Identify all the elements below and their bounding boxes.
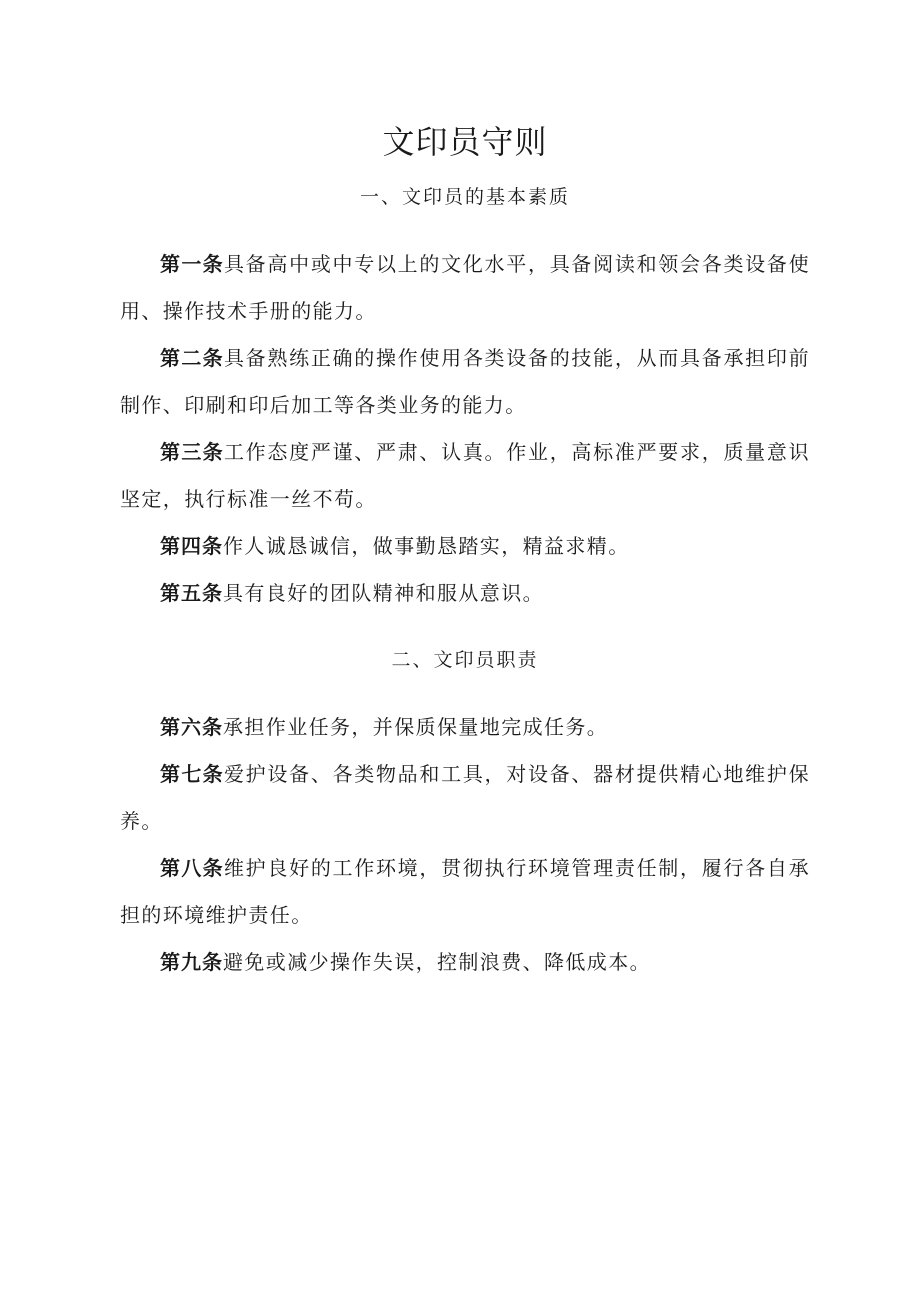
article-4 xyxy=(120,523,810,570)
article-number: 第九条 xyxy=(160,950,223,974)
article-text: 工作态度严谨、严肃、认真。作业，高标准严要求，质量意识坚定，执行标准一丝不苟。 xyxy=(120,440,810,511)
article-number: 第五条 xyxy=(160,581,223,605)
article-number: 第八条 xyxy=(160,856,224,880)
article-number: 第三条 xyxy=(160,440,224,464)
document-title: 文印员守则 xyxy=(382,123,548,161)
article-8 xyxy=(120,845,810,939)
article-text: 具备熟练正确的操作使用各类设备的技能，从而具备承担印前制作、印刷和印后加工等各类业务的能力。 xyxy=(120,346,810,417)
article-text: 作人诚恳诚信，做事勤恳踏实，精益求精。 xyxy=(223,534,630,558)
article-3 xyxy=(120,429,810,523)
article-number: 第二条 xyxy=(160,346,224,370)
article-text: 爱护设备、各类物品和工具，对设备、器材提供精心地维护保养。 xyxy=(120,762,810,833)
article-1 xyxy=(120,241,810,335)
article-6 xyxy=(120,704,810,751)
article-9 xyxy=(120,939,810,986)
article-text: 具有良好的团队精神和服从意识。 xyxy=(223,581,544,605)
article-text: 避免或减少操作失误，控制浪费、降低成本。 xyxy=(223,950,651,974)
article-5 xyxy=(120,570,810,617)
section-heading-duties: 二、文印员职责 xyxy=(391,649,539,671)
article-2 xyxy=(120,335,810,429)
article-number: 第七条 xyxy=(160,762,224,786)
article-text: 承担作业任务，并保质保量地完成任务。 xyxy=(223,715,609,739)
article-7 xyxy=(120,751,810,845)
article-number: 第六条 xyxy=(160,715,223,739)
article-text: 具备高中或中专以上的文化水平，具备阅读和领会各类设备使用、操作技术手册的能力。 xyxy=(120,252,810,323)
article-number: 第一条 xyxy=(160,252,224,276)
section-articles-duties xyxy=(120,704,810,986)
article-text: 维护良好的工作环境，贯彻执行环境管理责任制，履行各自承担的环境维护责任。 xyxy=(120,856,810,927)
article-number: 第四条 xyxy=(160,534,223,558)
section-articles-basic-qualities xyxy=(120,241,810,617)
section-heading-basic-qualities: 一、文印员的基本素质 xyxy=(359,186,570,208)
